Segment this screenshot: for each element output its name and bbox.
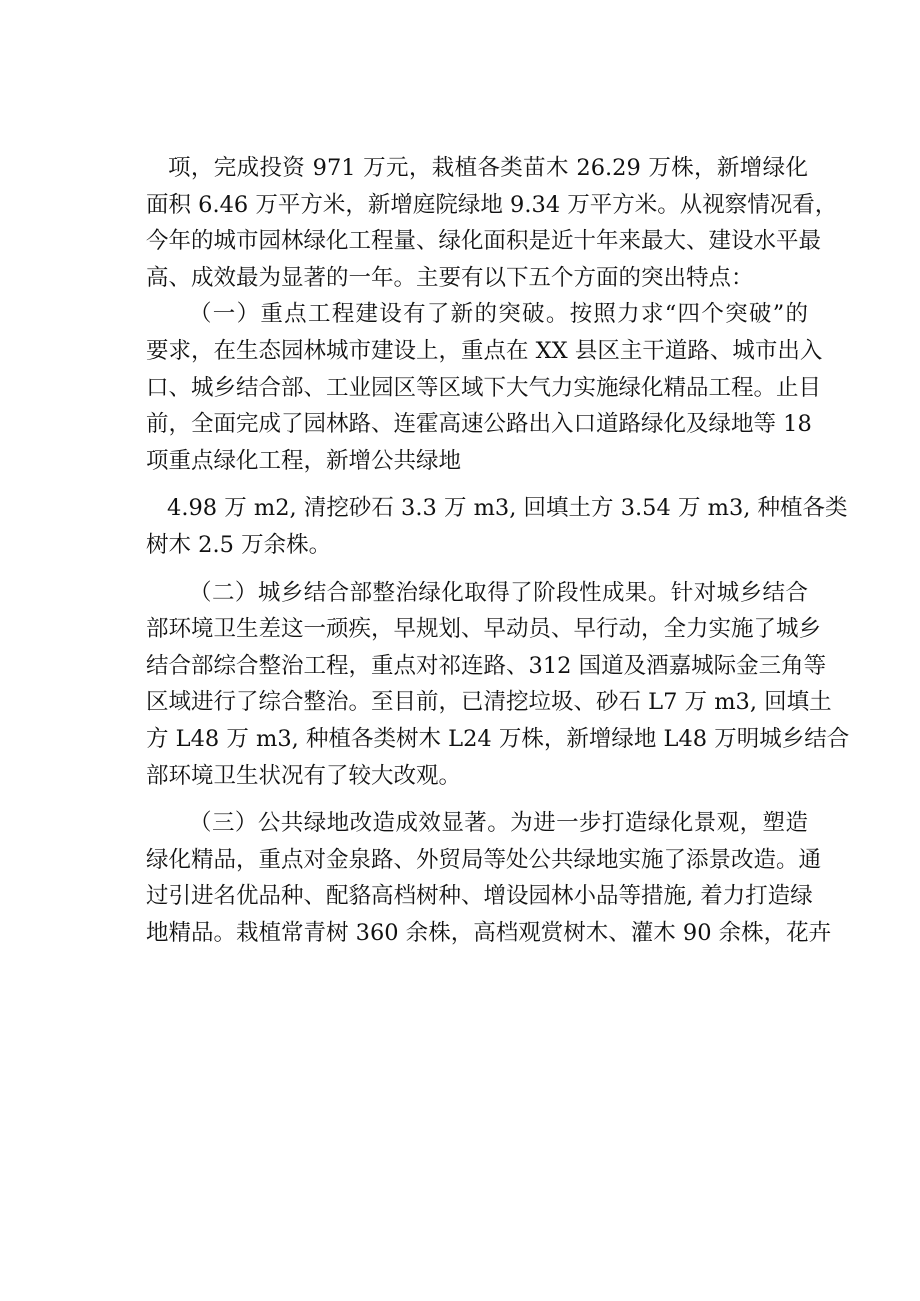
text-line: 部环境卫生差这一顽疾，早规划、早动员、早行动，全力实施了城乡: [146, 616, 822, 643]
text-line: 结合部综合整治工程，重点对祁连路、312 国道及酒嘉城际金三角等: [146, 652, 827, 679]
text-line: 过引进名优品种、配貉高档树种、增设园林小品等措施, 着力打造绿: [146, 883, 813, 910]
text-line: 区域进行了综合整治。至目前，已清挖垃圾、砂石 L7 万 m3, 回填土: [146, 689, 832, 716]
paragraph-heading-line: （一）重点工程建设有了新的突破。按照力求“四个突破”的: [189, 301, 808, 328]
text-line: 今年的城市园林绿化工程量、绿化面积是近十年来最大、建设水平最: [146, 228, 822, 255]
text-line: 项重点绿化工程，新增公共绿地: [146, 447, 462, 474]
paragraph-heading-line: （二）城乡结合部整治绿化取得了阶段性成果。针对城乡结合: [189, 579, 808, 606]
text-line: 绿化精品，重点对金泉路、外贸局等处公共绿地实施了添景改造。通: [146, 846, 822, 873]
text-line: 部环境卫生状况有了较大改观。: [146, 762, 462, 789]
paragraph-heading-line: （三）公共绿地改造成效显著。为进一步打造绿化景观，塑造: [189, 810, 808, 837]
text-line: 地精品。栽植常青树 360 余株，高档观赏树木、灌木 90 余株，花卉: [146, 919, 832, 946]
text-line: 要求，在生态园林城市建设上，重点在 XX 县区主干道路、城市出入: [146, 337, 823, 364]
text-line: 高、成效最为显著的一年。主要有以下五个方面的突出特点：: [146, 264, 754, 291]
text-line: 方 L48 万 m3, 种植各类树木 L24 万株，新增绿地 L48 万明城乡结合: [146, 725, 850, 752]
body-text: [146, 150, 850, 951]
text-line: 前，全面完成了园林路、连霍高速公路出入口道路绿化及绿地等 18: [146, 411, 812, 438]
text-line: 4.98 万 m2, 清挖砂石 3.3 万 m3, 回填土方 3.54 万 m3, 种植各类: [167, 495, 848, 522]
text-line: 面积 6.46 万平方米，新增庭院绿地 9.34 万平方米。从视察情况看，: [146, 191, 838, 218]
text-line: 口、城乡结合部、工业园区等区域下大气力实施绿化精品工程。止目: [146, 374, 822, 401]
text-line: 树木 2.5 万余株。: [146, 531, 332, 558]
text-line: 项，完成投资 971 万元，栽植各类苗木 26.29 万株，新增绿化: [168, 155, 808, 181]
